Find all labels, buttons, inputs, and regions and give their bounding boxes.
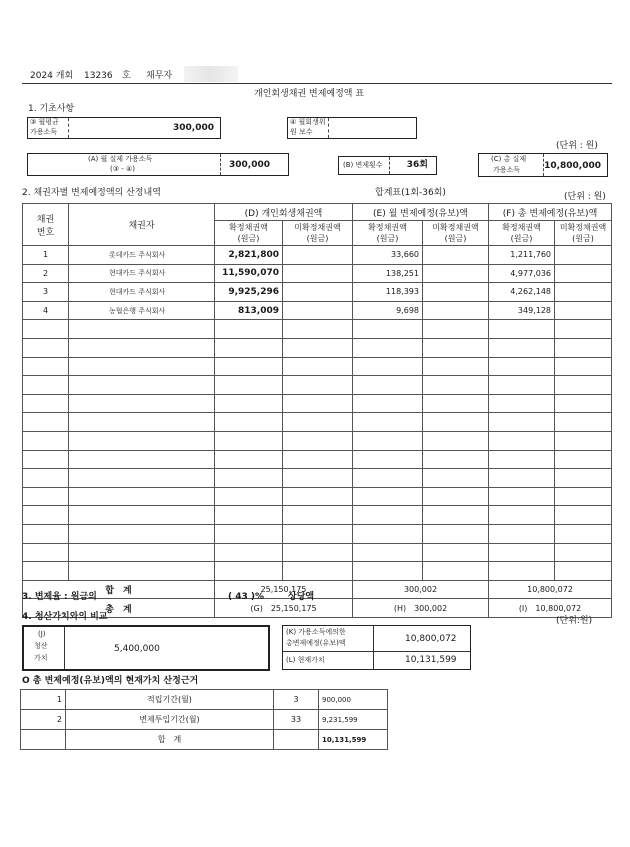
table-row [23, 301, 612, 320]
cell-empty [555, 338, 612, 357]
cell-empty [555, 264, 612, 283]
cell-no: 4 [23, 301, 69, 320]
pv-cell-label: 변제투입기간(월) [66, 710, 274, 730]
cell-e: 138,251 [353, 264, 423, 283]
subtotal-e: 300,002 [353, 580, 489, 599]
sub-unconfirmed-d: 미확정채권액 (원금) [283, 221, 353, 246]
box-j-label-3: 가치 [34, 654, 48, 662]
sub-unconfirmed-f: 미확정채권액 (원금) [555, 221, 612, 246]
cell-empty [283, 413, 353, 432]
cell-no: 1 [23, 246, 69, 265]
col-no-header: 채권 번호 [23, 204, 69, 246]
cell-empty [555, 376, 612, 395]
subtotal-f: 10,800,072 [489, 580, 612, 599]
cell-empty [215, 562, 283, 581]
table-row [23, 413, 612, 432]
cell-empty [353, 506, 423, 525]
col-d-header: (D) 개인회생채권액 [215, 204, 353, 221]
cell-empty [353, 413, 423, 432]
cell-e: 9,698 [353, 301, 423, 320]
pv-total-amount: 10,131,599 [319, 730, 388, 750]
cell-empty [69, 506, 215, 525]
box-c-label-2: 가용소득 [493, 166, 521, 174]
cell-empty [353, 338, 423, 357]
total-g: (G) 25,150,175 [215, 599, 353, 618]
cell-empty [283, 264, 353, 283]
cell-empty [283, 487, 353, 506]
table-row [23, 431, 612, 450]
cell-empty [423, 487, 489, 506]
cell-empty [283, 338, 353, 357]
cell-empty [215, 524, 283, 543]
repay-fee-label: ④ 월회생위 [290, 118, 326, 126]
cell-empty [215, 506, 283, 525]
cell-empty [353, 450, 423, 469]
cell-empty [489, 524, 555, 543]
section2-heading: 2. 채권자별 변제예정액의 산정내역 [22, 188, 161, 198]
cell-empty [215, 413, 283, 432]
monthly-income-value: 300,000 [173, 123, 214, 133]
section3-suffix: 상당액 [288, 592, 315, 602]
cell-empty [423, 562, 489, 581]
cell-empty [69, 543, 215, 562]
cell-empty [23, 562, 69, 581]
cell-empty [423, 413, 489, 432]
cell-empty [69, 338, 215, 357]
cell-empty [23, 431, 69, 450]
cell-empty [353, 376, 423, 395]
cell-empty [69, 524, 215, 543]
cell-empty [555, 357, 612, 376]
table-row [23, 562, 612, 581]
cell-empty [423, 394, 489, 413]
cell-empty [23, 543, 69, 562]
cell-no: 2 [23, 264, 69, 283]
table-row [23, 487, 612, 506]
monthly-income-box [27, 117, 221, 139]
cell-empty [215, 394, 283, 413]
pv-cell-amount: 900,000 [319, 690, 388, 710]
cell-empty [23, 469, 69, 488]
box-b [338, 156, 437, 175]
cell-empty [69, 487, 215, 506]
cell-empty [283, 283, 353, 302]
cell-empty [215, 376, 283, 395]
range-label: 합계표(1회-36회) [375, 188, 446, 198]
repay-fee-label-2: 원 보수 [290, 128, 313, 136]
col-f-header: (F) 총 변제예정(유보)액 [489, 204, 612, 221]
cell-empty [69, 431, 215, 450]
box-j-label: (J) [38, 630, 46, 638]
cell-empty [353, 320, 423, 339]
cell-empty [423, 469, 489, 488]
cell-empty [69, 562, 215, 581]
cell-empty [423, 506, 489, 525]
cell-creditor: 현대카드 주식회사 [69, 264, 215, 283]
cell-empty [555, 246, 612, 265]
pv-cell-no: 1 [21, 690, 66, 710]
sub-confirmed-e: 확정채권액 (원금) [353, 221, 423, 246]
cell-empty [215, 543, 283, 562]
table-row [23, 264, 612, 283]
cell-empty [69, 376, 215, 395]
cell-e: 33,660 [353, 246, 423, 265]
cell-empty [555, 283, 612, 302]
repayment-rate: ( 43 )% [228, 592, 265, 602]
box-c-label: (C) 총 실제 [491, 155, 527, 163]
cell-empty [283, 431, 353, 450]
page-title: 개인회생채권 변제예정액 표 [254, 89, 365, 99]
cell-empty [215, 357, 283, 376]
cell-empty [283, 320, 353, 339]
table-row [23, 320, 612, 339]
box-a-label-2: (③ - ④) [110, 165, 135, 173]
case-number: 13236 [84, 71, 113, 81]
box-a [27, 153, 289, 176]
cell-empty [423, 543, 489, 562]
cell-d: 813,009 [215, 301, 283, 320]
cell-empty [423, 357, 489, 376]
cell-empty [353, 562, 423, 581]
cell-f: 1,211,760 [489, 246, 555, 265]
cell-empty [489, 320, 555, 339]
cell-empty [215, 487, 283, 506]
table-row [23, 524, 612, 543]
cell-empty [555, 487, 612, 506]
cell-d: 2,821,800 [215, 246, 283, 265]
cell-empty [489, 562, 555, 581]
monthly-income-label: ③ 월평균 [30, 118, 59, 126]
case-year: 2024 개회 [30, 71, 74, 81]
section5-heading: O 총 변제예정(유보)액의 현재가치 산정근거 [22, 676, 199, 686]
cell-empty [489, 413, 555, 432]
sub-confirmed-f: 확정채권액 (원금) [489, 221, 555, 246]
cell-empty [555, 562, 612, 581]
cell-empty [489, 450, 555, 469]
box-k-value: 10,800,072 [405, 634, 457, 644]
cell-empty [353, 524, 423, 543]
cell-empty [353, 543, 423, 562]
unit-label-3: (단위:원) [556, 616, 593, 626]
cell-empty [69, 413, 215, 432]
box-c [478, 153, 608, 177]
repay-fee-box [287, 117, 417, 139]
cell-empty [555, 431, 612, 450]
header-rule [22, 83, 612, 84]
total-i: (I) 10,800,072 [489, 599, 612, 618]
cell-empty [69, 469, 215, 488]
sub-confirmed-d: 확정채권액 (원금) [215, 221, 283, 246]
box-l-label: (L) 현재가치 [286, 656, 325, 664]
box-b-label: (B) 변제횟수 [343, 161, 383, 169]
cell-d: 9,925,296 [215, 283, 283, 302]
pv-total-label: 합 계 [66, 730, 274, 750]
table-row [23, 506, 612, 525]
subtotal-label: 합 계 [23, 580, 215, 599]
cell-empty [283, 506, 353, 525]
box-a-label: (A) 월 실제 가용소득 [88, 155, 153, 163]
table-row [23, 357, 612, 376]
cell-e: 118,393 [353, 283, 423, 302]
cell-empty [489, 394, 555, 413]
table-row [23, 338, 612, 357]
monthly-income-label-2: 가용소득 [30, 128, 58, 136]
cell-empty [283, 543, 353, 562]
present-value-table [20, 689, 388, 750]
cell-empty [423, 450, 489, 469]
cell-empty [423, 376, 489, 395]
case-ho: 호 [122, 71, 131, 81]
total-label: 총 계 [23, 599, 215, 618]
col-creditor-header: 채권자 [69, 204, 215, 246]
box-a-value: 300,000 [229, 160, 270, 170]
table-row [23, 376, 612, 395]
cell-empty [283, 301, 353, 320]
cell-empty [69, 450, 215, 469]
unit-label-2: (단위 : 원) [564, 192, 606, 202]
cell-empty [23, 450, 69, 469]
cell-empty [555, 394, 612, 413]
cell-empty [353, 487, 423, 506]
box-l-value: 10,131,599 [405, 655, 457, 665]
table-row [23, 469, 612, 488]
cell-empty [555, 543, 612, 562]
creditor-table [22, 203, 612, 618]
table-row [23, 450, 612, 469]
box-k-label-2: 총변제예정(유보)액 [286, 639, 346, 647]
section4-heading: 4. 청산가치와의 비교 [22, 612, 108, 622]
unit-label-1: (단위 : 원) [556, 141, 598, 151]
cell-f: 349,128 [489, 301, 555, 320]
cell-empty [23, 338, 69, 357]
box-j-label-2: 청산 [34, 642, 48, 650]
cell-empty [353, 431, 423, 450]
cell-creditor: 현대카드 주식회사 [69, 283, 215, 302]
cell-empty [215, 450, 283, 469]
cell-empty [489, 543, 555, 562]
box-j-value: 5,400,000 [114, 644, 160, 654]
cell-empty [555, 301, 612, 320]
cell-empty [423, 283, 489, 302]
cell-empty [283, 357, 353, 376]
section3-label: 3. 변제율 : 원금의 [22, 592, 97, 602]
cell-empty [69, 357, 215, 376]
cell-empty [489, 357, 555, 376]
cell-empty [215, 431, 283, 450]
subtotal-d: 25,150,175 [215, 580, 353, 599]
cell-empty [23, 357, 69, 376]
box-k-label: (K) 가용소득에의한 [286, 628, 346, 636]
cell-empty [423, 301, 489, 320]
cell-empty [283, 469, 353, 488]
box-j [22, 625, 270, 671]
cell-empty [489, 338, 555, 357]
cell-empty [353, 394, 423, 413]
redacted-debtor-name [184, 66, 238, 82]
cell-empty [283, 524, 353, 543]
box-kl [282, 625, 471, 670]
cell-empty [489, 487, 555, 506]
cell-empty [423, 524, 489, 543]
cell-empty [555, 506, 612, 525]
cell-empty [283, 562, 353, 581]
cell-empty [283, 450, 353, 469]
cell-empty [23, 524, 69, 543]
cell-f: 4,262,148 [489, 283, 555, 302]
cell-empty [489, 431, 555, 450]
table-row [23, 394, 612, 413]
cell-empty [555, 524, 612, 543]
col-e-header: (E) 월 변제예정(유보)액 [353, 204, 489, 221]
cell-empty [23, 320, 69, 339]
cell-empty [69, 320, 215, 339]
cell-empty [353, 469, 423, 488]
cell-empty [489, 506, 555, 525]
pv-cell-months: 33 [274, 710, 319, 730]
box-c-value: 10,800,000 [544, 161, 601, 171]
cell-empty [423, 320, 489, 339]
pv-cell-amount: 9,231,599 [319, 710, 388, 730]
section1-heading: 1. 기초사항 [28, 104, 75, 114]
cell-empty [489, 376, 555, 395]
cell-no: 3 [23, 283, 69, 302]
cell-empty [555, 450, 612, 469]
cell-empty [555, 320, 612, 339]
cell-empty [423, 338, 489, 357]
total-h: (H) 300,002 [353, 599, 489, 618]
cell-empty [23, 487, 69, 506]
cell-empty [215, 469, 283, 488]
cell-empty [555, 469, 612, 488]
box-b-value: 36회 [406, 160, 428, 170]
cell-empty [23, 413, 69, 432]
table-row [23, 543, 612, 562]
cell-empty [283, 394, 353, 413]
table-row [23, 246, 612, 265]
cell-empty [69, 394, 215, 413]
cell-creditor: 농협은행 주식회사 [69, 301, 215, 320]
cell-empty [23, 376, 69, 395]
cell-empty [283, 246, 353, 265]
cell-creditor: 롯데카드 주식회사 [69, 246, 215, 265]
cell-f: 4,977,036 [489, 264, 555, 283]
sub-unconfirmed-e: 미확정채권액 (원금) [423, 221, 489, 246]
cell-empty [283, 376, 353, 395]
table-row [23, 283, 612, 302]
cell-d: 11,590,070 [215, 264, 283, 283]
cell-empty [555, 413, 612, 432]
cell-empty [353, 357, 423, 376]
cell-empty [489, 469, 555, 488]
pv-cell-label: 적립기간(월) [66, 690, 274, 710]
cell-empty [23, 394, 69, 413]
pv-cell-months: 3 [274, 690, 319, 710]
cell-empty [423, 431, 489, 450]
pv-row [21, 690, 388, 710]
cell-empty [215, 338, 283, 357]
cell-empty [423, 246, 489, 265]
pv-row [21, 710, 388, 730]
debtor-label: 채무자 [146, 71, 173, 81]
cell-empty [23, 506, 69, 525]
cell-empty [215, 320, 283, 339]
cell-empty [423, 264, 489, 283]
pv-cell-no: 2 [21, 710, 66, 730]
